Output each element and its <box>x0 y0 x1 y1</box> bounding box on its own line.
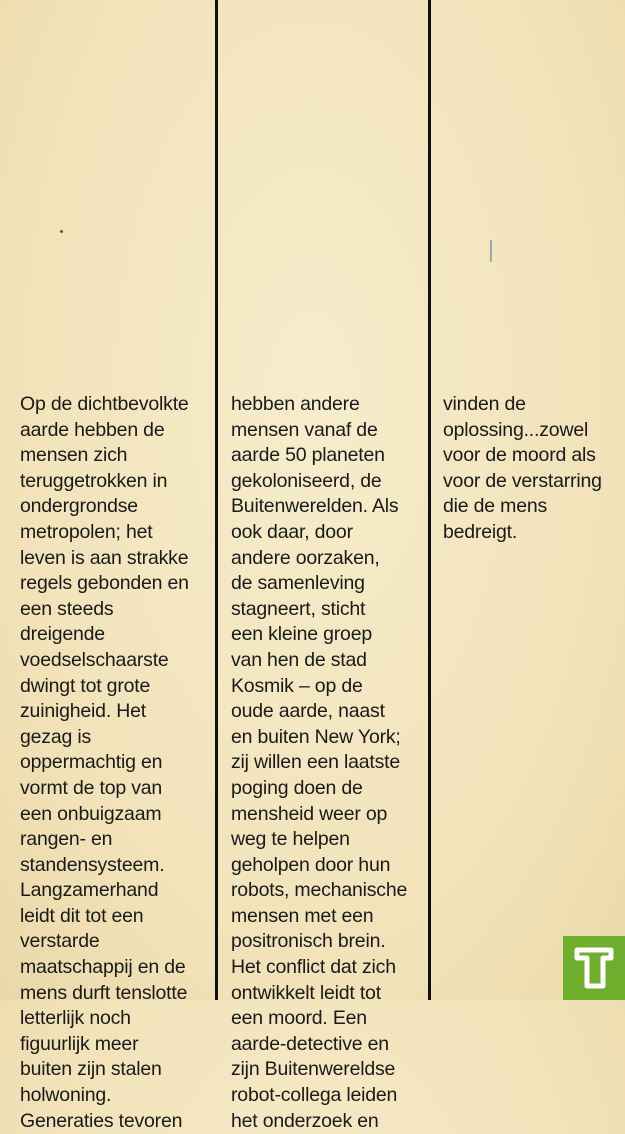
text-line: Het conflict dat zich <box>231 956 396 979</box>
text-line: een onbuigzaam <box>20 802 162 825</box>
text-line: figuurlijk meer <box>20 1032 139 1055</box>
text-line: een moord. Een <box>231 1007 367 1030</box>
corner-logo-icon <box>563 936 625 1000</box>
text-line: weg te helpen <box>231 828 350 851</box>
text-line: stagneert, sticht <box>231 597 366 620</box>
text-line: Kosmik – op de <box>231 674 363 697</box>
text-line: mensen zich <box>20 444 128 467</box>
text-line: een steeds <box>20 597 114 620</box>
text-line: hebben andere <box>231 393 360 415</box>
text-line: voedselschaarste <box>20 648 169 671</box>
text-line: teruggetrokken in <box>20 469 168 492</box>
text-line: aarde-detective en <box>231 1032 389 1055</box>
text-line: vinden de <box>443 393 526 415</box>
text-line: mensheid weer op <box>231 802 388 825</box>
text-line: holwoning. <box>20 1084 112 1107</box>
text-line: maatschappij en de <box>20 956 186 979</box>
text-line: positronisch brein. <box>231 930 386 953</box>
text-line: aarde 50 planeten <box>231 444 385 467</box>
text-line: voor de moord als <box>443 444 596 467</box>
text-line: gekoloniseerd, de <box>231 469 382 492</box>
text-line: mensen met een <box>231 904 374 927</box>
text-line: leidt dit tot een <box>20 904 144 927</box>
text-line: rangen- en <box>20 828 113 851</box>
text-line: ontwikkelt leidt tot <box>231 981 381 1004</box>
text-line: oppermachtig en <box>20 751 163 774</box>
text-line: ook daar, door <box>231 520 353 543</box>
column-rule-left <box>215 0 218 1000</box>
text-line: aarde hebben de <box>20 418 165 441</box>
text-line: het onderzoek en <box>231 1109 379 1132</box>
text-line: geholpen door hun <box>231 853 391 876</box>
text-line: voor de verstarring <box>443 469 602 492</box>
text-line: dwingt tot grote <box>20 674 151 697</box>
text-line: oude aarde, naast <box>231 700 385 723</box>
text-line: buiten zijn stalen <box>20 1058 162 1081</box>
text-line: die de mens <box>443 495 548 518</box>
text-line: Generaties tevoren <box>20 1109 183 1132</box>
text-column-2 <box>231 392 407 1134</box>
text-line: mens durft tenslotte <box>20 981 188 1004</box>
text-line: robot-collega leiden <box>231 1084 398 1107</box>
text-line: robots, mechanische <box>231 879 408 902</box>
text-line: bedreigt. <box>443 520 518 543</box>
text-line: leven is aan strakke <box>20 546 189 569</box>
text-line: poging doen de <box>231 776 363 799</box>
text-column-3 <box>443 392 602 546</box>
text-line: gezag is <box>20 725 92 748</box>
text-line: een kleine groep <box>231 623 372 646</box>
text-line: zij willen een laatste <box>231 751 401 774</box>
text-line: Buitenwerelden. Als <box>231 495 399 518</box>
column-rule-right <box>428 0 431 1000</box>
text-line: letterlijk noch <box>20 1007 131 1030</box>
text-line: en buiten New York; <box>231 725 401 748</box>
text-line: standensysteem. <box>20 853 165 876</box>
text-line: dreigende <box>20 623 105 646</box>
text-column-1 <box>20 392 189 1134</box>
text-line: de samenleving <box>231 572 365 595</box>
print-speck <box>490 240 492 262</box>
text-line: ondergrondse <box>20 495 138 518</box>
text-line: mensen vanaf de <box>231 418 378 441</box>
text-line: verstarde <box>20 930 100 953</box>
text-line: Op de dichtbevolkte <box>20 393 189 415</box>
print-speck <box>60 230 63 233</box>
text-line: andere oorzaken, <box>231 546 380 569</box>
text-line: van hen de stad <box>231 648 367 671</box>
text-line: regels gebonden en <box>20 572 189 595</box>
text-line: zuinigheid. Het <box>20 700 146 723</box>
text-line: vormt de top van <box>20 776 163 799</box>
text-line: oplossing...zowel <box>443 418 589 441</box>
text-line: metropolen; het <box>20 520 153 543</box>
text-line: Langzamerhand <box>20 879 159 902</box>
text-line: zijn Buitenwereldse <box>231 1058 396 1081</box>
